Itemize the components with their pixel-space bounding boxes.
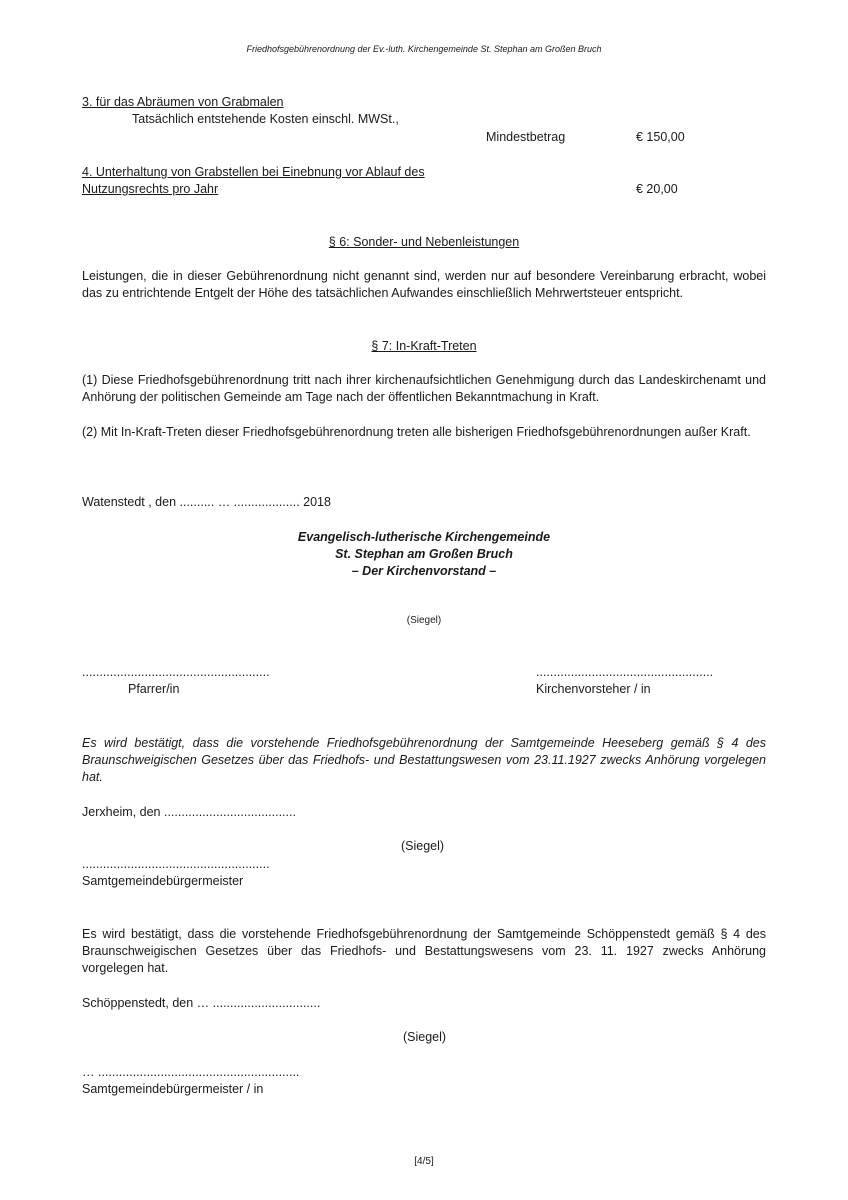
signatory-line1: Evangelisch-lutherische Kirchengemeinde bbox=[297, 530, 551, 544]
seal-placeholder-heeseberg: (Siegel) bbox=[401, 839, 445, 853]
place-date-jerxheim: Jerxheim, den ...................................... bbox=[82, 805, 296, 819]
confirmation-heeseberg-text: Es wird bestätigt, dass die vorstehende Friedhofsgebührenordnung der Samtgemeinde Heeseberg gemäß § 4 des Braunschweigischen Gesetzes über das Friedhofs- und Bestattungswesen vom 23.11.1927 zwecks Anhörung vorgelegen hat. bbox=[82, 736, 766, 784]
place-date-watenstedt: Watenstedt , den .......... … ................... 2018 bbox=[82, 495, 331, 509]
page-number: [4/5] bbox=[414, 1156, 434, 1167]
seal-placeholder-church: (Siegel) bbox=[406, 615, 442, 626]
running-header: Friedhofsgebührenordnung der Ev.-luth. Kirchengemeinde St. Stephan am Großen Bruch bbox=[246, 44, 602, 54]
section7-title: § 7: In-Kraft-Treten bbox=[371, 339, 477, 353]
item3-amount: € 150,00 bbox=[636, 130, 685, 144]
signature-label-schoeppenstedt: Samtgemeindebürgermeister / in bbox=[82, 1082, 264, 1096]
section6-text: Leistungen, die in dieser Gebührenordnung nicht genannt sind, werden nur auf besondere Vereinbarung erbracht, wobei das zu entrichtende Entgelt der Höhe des tatsächlichen Aufwandes einschließlich Mehrwertsteuer entspricht. bbox=[82, 269, 766, 300]
confirmation-schoeppenstedt-text: Es wird bestätigt, dass die vorstehende Friedhofsgebührenordnung der Samtgemeinde Schöppenstedt gemäß § 4 des Braunschweigischen Gesetzes über das Friedhofs- und Bestattungswesens vom 23. 11. 1927 zwecks Anhörung vorgelegen hat. bbox=[82, 927, 766, 975]
item4-heading-line2: Nutzungsrechts pro Jahr bbox=[82, 182, 219, 196]
item3-heading: 3. für das Abräumen von Grabmalen bbox=[82, 95, 284, 109]
signature-line-schoeppenstedt: … .......................................................... bbox=[82, 1065, 300, 1079]
signature-label-elder: Kirchenvorsteher / in bbox=[536, 682, 651, 696]
item3-description: Tatsächlich entstehende Kosten einschl. MWSt., bbox=[132, 112, 399, 126]
item4-heading-line1: 4. Unterhaltung von Grabstellen bei Einebnung vor Ablauf des bbox=[82, 165, 425, 179]
section7-para2: (2) Mit In-Kraft-Treten dieser Friedhofsgebührenordnung treten alle bisherigen Friedhofsgebührenordnungen außer Kraft. bbox=[82, 425, 751, 439]
item3-min-label: Mindestbetrag bbox=[486, 130, 566, 144]
signature-line-elder: ................................................... bbox=[536, 665, 714, 679]
signatory-line2: St. Stephan am Großen Bruch bbox=[335, 547, 513, 561]
seal-placeholder-schoeppenstedt: (Siegel) bbox=[403, 1030, 447, 1044]
section7-para1: (1) Diese Friedhofsgebührenordnung tritt nach ihrer kirchenaufsichtlichen Genehmigung durch das Landeskirchenamt und Anhörung der politischen Gemeinde am Tage nach der öffentlichen Bekanntmachung in Kraft. bbox=[82, 373, 766, 404]
item4-amount: € 20,00 bbox=[636, 182, 678, 196]
signature-label-pastor: Pfarrer/in bbox=[128, 682, 180, 696]
signature-line-heeseberg: ...................................................... bbox=[82, 857, 270, 871]
signature-line-pastor: ...................................................... bbox=[82, 665, 270, 679]
place-date-schoeppenstedt: Schöppenstedt, den … ............................... bbox=[82, 996, 321, 1010]
signature-label-heeseberg: Samtgemeindebürgermeister bbox=[82, 874, 244, 888]
section6-title: § 6: Sonder- und Nebenleistungen bbox=[328, 235, 520, 249]
signatory-line3: – Der Kirchenvorstand – bbox=[351, 564, 497, 578]
